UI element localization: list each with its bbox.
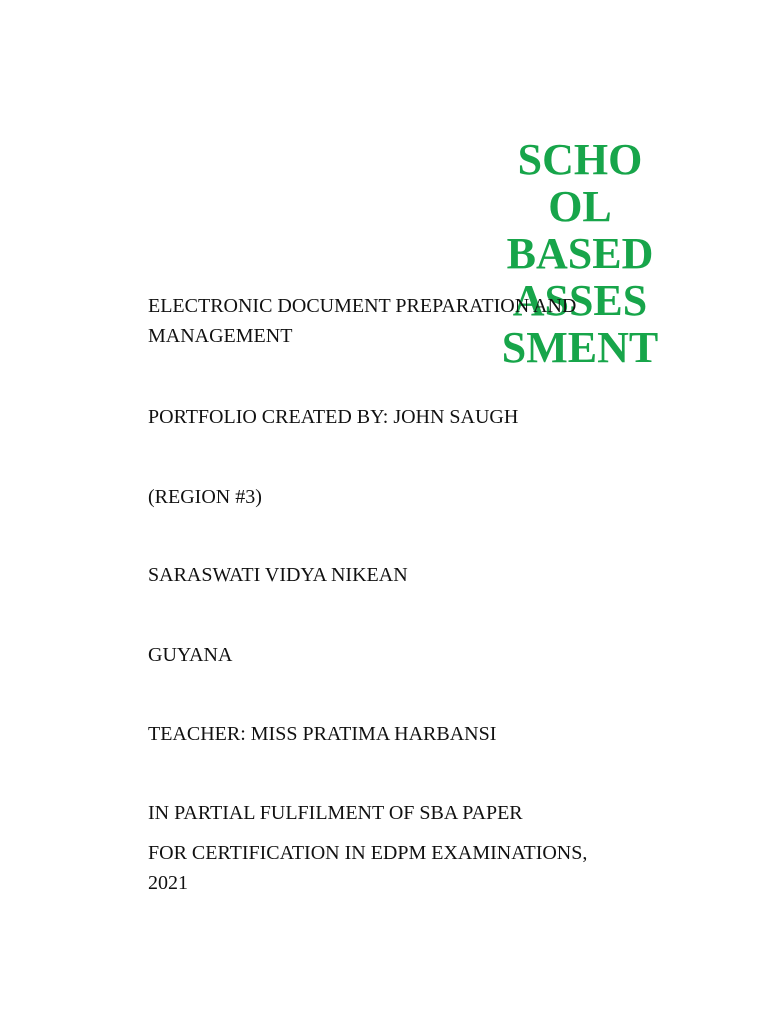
certification-line-2: 2021	[148, 872, 188, 894]
title-line-5: SMENT	[501, 323, 659, 372]
subject-line-2: MANAGEMENT	[148, 325, 293, 347]
region: (REGION #3)	[148, 486, 262, 508]
country: GUYANA	[148, 644, 233, 666]
teacher-name: TEACHER: MISS PRATIMA HARBANSI	[148, 723, 497, 745]
title-line-1: SCHO	[517, 135, 643, 184]
title-line-2: OL	[548, 182, 612, 231]
sba-title	[490, 136, 670, 371]
certification-line-1: FOR CERTIFICATION IN EDPM EXAMINATIONS,	[148, 842, 588, 864]
title-line-3: BASED	[506, 229, 654, 278]
subject-line-1: ELECTRONIC DOCUMENT PREPARATION AND	[148, 295, 577, 317]
school-name: SARASWATI VIDYA NIKEAN	[148, 564, 408, 586]
title-line-4: ASSES	[512, 276, 648, 325]
portfolio-author: PORTFOLIO CREATED BY: JOHN SAUGH	[148, 406, 519, 428]
partial-fulfilment: IN PARTIAL FULFILMENT OF SBA PAPER	[148, 802, 523, 824]
